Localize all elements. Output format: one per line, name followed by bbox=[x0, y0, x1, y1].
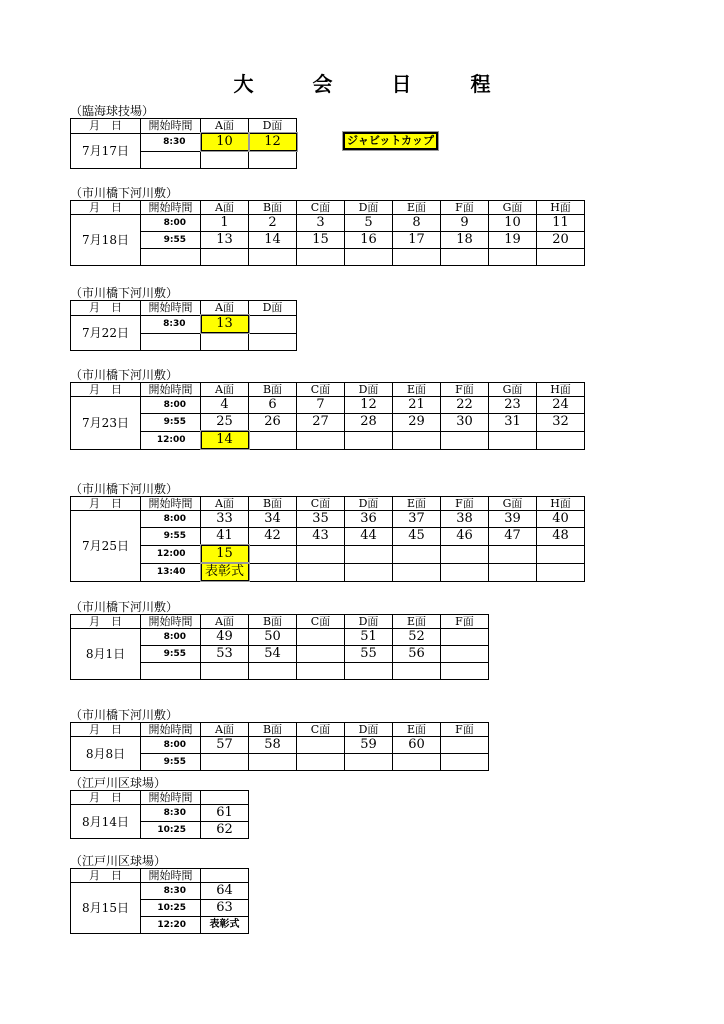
header-row bbox=[71, 615, 489, 629]
game-number-cell bbox=[297, 663, 345, 680]
game-number-cell: 58 bbox=[249, 737, 297, 754]
game-number-cell: 4 bbox=[201, 397, 249, 414]
table-row bbox=[71, 737, 489, 754]
date-cell: 7月25日 bbox=[71, 511, 141, 582]
court-header: G面 bbox=[489, 383, 537, 397]
title-char: 日 bbox=[391, 72, 412, 96]
day-section bbox=[70, 854, 249, 934]
court-header: B面 bbox=[249, 723, 297, 737]
court-header: D面 bbox=[345, 615, 393, 629]
game-number-cell bbox=[393, 563, 441, 581]
table-row bbox=[71, 215, 585, 232]
day-section bbox=[70, 286, 297, 351]
table-row bbox=[71, 315, 297, 333]
game-number-cell bbox=[249, 563, 297, 581]
game-number-cell bbox=[441, 563, 489, 581]
game-number-cell bbox=[297, 646, 345, 663]
game-number-cell: 41 bbox=[201, 528, 249, 546]
table-row bbox=[71, 545, 585, 563]
title-char: 会 bbox=[312, 72, 333, 96]
court-header: B面 bbox=[249, 201, 297, 215]
schedule-table bbox=[70, 868, 249, 934]
game-number-cell bbox=[297, 431, 345, 449]
game-number-cell: 15 bbox=[201, 545, 249, 563]
start-time-cell: 8:30 bbox=[141, 133, 201, 151]
court-header: D面 bbox=[249, 301, 297, 316]
table-row bbox=[71, 232, 585, 249]
start-time-header: 開始時間 bbox=[141, 869, 201, 883]
court-header: C面 bbox=[297, 723, 345, 737]
start-time-cell: 8:30 bbox=[141, 315, 201, 333]
court-header: F面 bbox=[441, 723, 489, 737]
game-number-cell bbox=[201, 663, 249, 680]
start-time-cell: 12:00 bbox=[141, 545, 201, 563]
start-time-cell: 8:00 bbox=[141, 737, 201, 754]
game-number-cell bbox=[441, 629, 489, 646]
court-header: D面 bbox=[345, 497, 393, 511]
schedule-table bbox=[70, 300, 297, 351]
table-row bbox=[71, 397, 585, 414]
court-header: E面 bbox=[393, 615, 441, 629]
game-number-cell: 1 bbox=[201, 215, 249, 232]
game-number-cell: 28 bbox=[345, 414, 393, 432]
game-number-cell: 42 bbox=[249, 528, 297, 546]
start-time-header: 開始時間 bbox=[141, 497, 201, 511]
month-day-header: 月 日 bbox=[71, 791, 141, 805]
table-row bbox=[71, 414, 585, 432]
court-header: G面 bbox=[489, 497, 537, 511]
game-number-cell: 13 bbox=[201, 315, 249, 333]
start-time-cell bbox=[141, 333, 201, 351]
game-number-cell: 40 bbox=[537, 511, 585, 528]
game-number-cell bbox=[297, 249, 345, 266]
game-number-cell: 2 bbox=[249, 215, 297, 232]
header-row bbox=[71, 383, 585, 397]
day-section bbox=[70, 600, 489, 680]
court-header: A面 bbox=[201, 201, 249, 215]
start-time-cell: 8:00 bbox=[141, 629, 201, 646]
game-number-cell bbox=[441, 646, 489, 663]
court-header: C面 bbox=[297, 201, 345, 215]
game-number-cell: 59 bbox=[345, 737, 393, 754]
game-number-cell: 13 bbox=[201, 232, 249, 249]
court-header: A面 bbox=[201, 119, 249, 134]
table-row bbox=[71, 528, 585, 546]
venue-label: （臨海球技場） bbox=[70, 104, 155, 118]
game-number-cell bbox=[297, 563, 345, 581]
game-number-cell: 12 bbox=[249, 133, 297, 151]
game-number-cell bbox=[441, 249, 489, 266]
game-number-cell bbox=[297, 629, 345, 646]
game-number-cell: 32 bbox=[537, 414, 585, 432]
header-row bbox=[71, 301, 297, 316]
month-day-header: 月 日 bbox=[71, 497, 141, 511]
court-header: H面 bbox=[537, 497, 585, 511]
schedule-table bbox=[70, 496, 585, 582]
table-row bbox=[71, 805, 249, 822]
game-number-cell: 44 bbox=[345, 528, 393, 546]
date-cell: 8月8日 bbox=[71, 737, 141, 771]
game-number-cell: 10 bbox=[489, 215, 537, 232]
start-time-cell: 12:20 bbox=[141, 917, 201, 934]
game-number-cell: 22 bbox=[441, 397, 489, 414]
game-number-cell bbox=[537, 431, 585, 449]
start-time-header: 開始時間 bbox=[141, 201, 201, 215]
game-number-cell: 46 bbox=[441, 528, 489, 546]
game-number-cell: 19 bbox=[489, 232, 537, 249]
game-number-cell bbox=[345, 754, 393, 771]
game-number-cell: 16 bbox=[345, 232, 393, 249]
court-header: B面 bbox=[249, 615, 297, 629]
game-number-cell bbox=[393, 663, 441, 680]
venue-label: （江戸川区球場） bbox=[70, 854, 167, 868]
game-number-cell bbox=[249, 431, 297, 449]
court-header: D面 bbox=[249, 119, 297, 134]
game-number-cell bbox=[441, 431, 489, 449]
game-number-cell bbox=[297, 737, 345, 754]
date-cell: 7月23日 bbox=[71, 397, 141, 450]
game-number-cell: 54 bbox=[249, 646, 297, 663]
start-time-cell: 8:00 bbox=[141, 511, 201, 528]
month-day-header: 月 日 bbox=[71, 869, 141, 883]
game-number-cell bbox=[489, 249, 537, 266]
game-number-cell: 23 bbox=[489, 397, 537, 414]
game-number-cell: 63 bbox=[201, 900, 249, 917]
game-number-cell: 26 bbox=[249, 414, 297, 432]
table-row bbox=[71, 249, 585, 266]
game-number-cell: 57 bbox=[201, 737, 249, 754]
game-number-cell: 3 bbox=[297, 215, 345, 232]
game-number-cell bbox=[393, 754, 441, 771]
court-header: C面 bbox=[297, 383, 345, 397]
court-header: E面 bbox=[393, 723, 441, 737]
court-header bbox=[201, 869, 249, 883]
court-header: C面 bbox=[297, 615, 345, 629]
court-header: F面 bbox=[441, 383, 489, 397]
schedule-table bbox=[70, 200, 585, 266]
court-header: A面 bbox=[201, 497, 249, 511]
game-number-cell bbox=[537, 545, 585, 563]
start-time-cell: 8:00 bbox=[141, 397, 201, 414]
court-header: E面 bbox=[393, 383, 441, 397]
date-cell: 8月1日 bbox=[71, 629, 141, 680]
title-char: 程 bbox=[470, 72, 491, 96]
header-row bbox=[71, 791, 249, 805]
start-time-cell: 10:25 bbox=[141, 900, 201, 917]
game-number-cell bbox=[489, 431, 537, 449]
start-time-header: 開始時間 bbox=[141, 791, 201, 805]
start-time-cell: 10:25 bbox=[141, 822, 201, 839]
header-row bbox=[71, 869, 249, 883]
month-day-header: 月 日 bbox=[71, 383, 141, 397]
header-row bbox=[71, 723, 489, 737]
game-number-cell: 38 bbox=[441, 511, 489, 528]
start-time-cell: 8:30 bbox=[141, 805, 201, 822]
month-day-header: 月 日 bbox=[71, 119, 141, 134]
start-time-cell: 13:40 bbox=[141, 563, 201, 581]
game-number-cell bbox=[249, 545, 297, 563]
game-number-cell: 33 bbox=[201, 511, 249, 528]
date-cell: 8月15日 bbox=[71, 883, 141, 934]
court-header bbox=[201, 791, 249, 805]
game-number-cell: 表彰式 bbox=[201, 563, 249, 581]
table-row bbox=[71, 133, 297, 151]
game-number-cell bbox=[489, 545, 537, 563]
court-header: A面 bbox=[201, 301, 249, 316]
game-number-cell: 53 bbox=[201, 646, 249, 663]
start-time-cell: 8:30 bbox=[141, 883, 201, 900]
javit-cup-badge: ジャビットカップ bbox=[343, 132, 438, 150]
venue-label: （江戸川区球場） bbox=[70, 776, 167, 790]
month-day-header: 月 日 bbox=[71, 301, 141, 316]
court-header: E面 bbox=[393, 497, 441, 511]
start-time-cell: 8:00 bbox=[141, 215, 201, 232]
game-number-cell: 7 bbox=[297, 397, 345, 414]
game-number-cell bbox=[297, 754, 345, 771]
start-time-cell: 9:55 bbox=[141, 754, 201, 771]
venue-label: （市川橋下河川敷） bbox=[70, 708, 179, 722]
court-header: B面 bbox=[249, 497, 297, 511]
day-section bbox=[70, 368, 585, 450]
court-header: G面 bbox=[489, 201, 537, 215]
game-number-cell: 55 bbox=[345, 646, 393, 663]
court-header: F面 bbox=[441, 497, 489, 511]
game-number-cell bbox=[393, 545, 441, 563]
day-section bbox=[70, 104, 298, 169]
court-header: A面 bbox=[201, 615, 249, 629]
game-number-cell: 30 bbox=[441, 414, 489, 432]
start-time-cell bbox=[141, 151, 201, 169]
schedule-table bbox=[70, 614, 489, 680]
venue-label: （市川橋下河川敷） bbox=[70, 600, 179, 614]
start-time-cell: 9:55 bbox=[141, 646, 201, 663]
court-header: E面 bbox=[393, 201, 441, 215]
start-time-cell: 9:55 bbox=[141, 232, 201, 249]
court-header: A面 bbox=[201, 723, 249, 737]
game-number-cell: 61 bbox=[201, 805, 249, 822]
month-day-header: 月 日 bbox=[71, 615, 141, 629]
table-row bbox=[71, 629, 489, 646]
game-number-cell: 50 bbox=[249, 629, 297, 646]
page-title bbox=[0, 68, 724, 97]
game-number-cell: 60 bbox=[393, 737, 441, 754]
game-number-cell: 56 bbox=[393, 646, 441, 663]
court-header: D面 bbox=[345, 383, 393, 397]
game-number-cell: 49 bbox=[201, 629, 249, 646]
game-number-cell bbox=[345, 249, 393, 266]
venue-label: （市川橋下河川敷） bbox=[70, 286, 179, 300]
game-number-cell: 37 bbox=[393, 511, 441, 528]
day-section bbox=[70, 482, 585, 582]
game-number-cell: 14 bbox=[249, 232, 297, 249]
game-number-cell: 45 bbox=[393, 528, 441, 546]
court-header: D面 bbox=[345, 201, 393, 215]
court-header: A面 bbox=[201, 383, 249, 397]
game-number-cell bbox=[201, 151, 249, 169]
game-number-cell bbox=[441, 663, 489, 680]
game-number-cell bbox=[201, 333, 249, 351]
game-number-cell: 18 bbox=[441, 232, 489, 249]
game-number-cell: 62 bbox=[201, 822, 249, 839]
game-number-cell: 43 bbox=[297, 528, 345, 546]
start-time-cell: 9:55 bbox=[141, 414, 201, 432]
game-number-cell: 31 bbox=[489, 414, 537, 432]
game-number-cell bbox=[249, 663, 297, 680]
game-number-cell: 35 bbox=[297, 511, 345, 528]
date-cell: 7月22日 bbox=[71, 315, 141, 351]
start-time-header: 開始時間 bbox=[141, 723, 201, 737]
game-number-cell bbox=[297, 545, 345, 563]
table-row bbox=[71, 511, 585, 528]
court-header: D面 bbox=[345, 723, 393, 737]
game-number-cell: 25 bbox=[201, 414, 249, 432]
game-number-cell bbox=[345, 545, 393, 563]
game-number-cell: 10 bbox=[201, 133, 249, 151]
game-number-cell: 24 bbox=[537, 397, 585, 414]
start-time-header: 開始時間 bbox=[141, 301, 201, 316]
game-number-cell bbox=[345, 563, 393, 581]
game-number-cell: 14 bbox=[201, 431, 249, 449]
start-time-cell bbox=[141, 663, 201, 680]
game-number-cell: 21 bbox=[393, 397, 441, 414]
start-time-cell: 12:00 bbox=[141, 431, 201, 449]
title-char: 大 bbox=[233, 72, 254, 96]
game-number-cell bbox=[249, 754, 297, 771]
game-number-cell: 表彰式 bbox=[201, 917, 249, 934]
game-number-cell: 48 bbox=[537, 528, 585, 546]
game-number-cell: 9 bbox=[441, 215, 489, 232]
game-number-cell bbox=[441, 545, 489, 563]
game-number-cell: 51 bbox=[345, 629, 393, 646]
schedule-table bbox=[70, 118, 298, 169]
game-number-cell: 27 bbox=[297, 414, 345, 432]
game-number-cell bbox=[201, 754, 249, 771]
table-row bbox=[71, 883, 249, 900]
start-time-cell: 9:55 bbox=[141, 528, 201, 546]
header-row bbox=[71, 201, 585, 215]
game-number-cell: 12 bbox=[345, 397, 393, 414]
day-section bbox=[70, 708, 489, 771]
game-number-cell bbox=[201, 249, 249, 266]
schedule-table bbox=[70, 722, 489, 771]
court-header: C面 bbox=[297, 497, 345, 511]
game-number-cell: 5 bbox=[345, 215, 393, 232]
game-number-cell bbox=[441, 754, 489, 771]
date-cell: 7月18日 bbox=[71, 215, 141, 266]
game-number-cell: 34 bbox=[249, 511, 297, 528]
game-number-cell bbox=[537, 249, 585, 266]
month-day-header: 月 日 bbox=[71, 201, 141, 215]
game-number-cell bbox=[249, 249, 297, 266]
game-number-cell: 17 bbox=[393, 232, 441, 249]
game-number-cell: 20 bbox=[537, 232, 585, 249]
court-header: F面 bbox=[441, 201, 489, 215]
venue-label: （市川橋下河川敷） bbox=[70, 482, 179, 496]
start-time-header: 開始時間 bbox=[141, 615, 201, 629]
game-number-cell bbox=[537, 563, 585, 581]
venue-label: （市川橋下河川敷） bbox=[70, 186, 179, 200]
table-row bbox=[71, 431, 585, 449]
game-number-cell bbox=[249, 333, 297, 351]
header-row bbox=[71, 497, 585, 511]
start-time-header: 開始時間 bbox=[141, 383, 201, 397]
date-cell: 8月14日 bbox=[71, 805, 141, 839]
date-cell: 7月17日 bbox=[71, 133, 141, 169]
game-number-cell: 29 bbox=[393, 414, 441, 432]
game-number-cell: 39 bbox=[489, 511, 537, 528]
game-number-cell bbox=[249, 315, 297, 333]
venue-label: （市川橋下河川敷） bbox=[70, 368, 179, 382]
game-number-cell bbox=[393, 249, 441, 266]
game-number-cell bbox=[249, 151, 297, 169]
game-number-cell: 8 bbox=[393, 215, 441, 232]
game-number-cell bbox=[345, 431, 393, 449]
court-header: H面 bbox=[537, 383, 585, 397]
schedule-table bbox=[70, 382, 585, 450]
court-header: F面 bbox=[441, 615, 489, 629]
start-time-header: 開始時間 bbox=[141, 119, 201, 134]
game-number-cell: 52 bbox=[393, 629, 441, 646]
game-number-cell bbox=[393, 431, 441, 449]
day-section bbox=[70, 186, 585, 266]
game-number-cell: 47 bbox=[489, 528, 537, 546]
game-number-cell bbox=[489, 563, 537, 581]
game-number-cell bbox=[441, 737, 489, 754]
court-header: B面 bbox=[249, 383, 297, 397]
game-number-cell: 11 bbox=[537, 215, 585, 232]
month-day-header: 月 日 bbox=[71, 723, 141, 737]
game-number-cell bbox=[345, 663, 393, 680]
game-number-cell: 6 bbox=[249, 397, 297, 414]
game-number-cell: 15 bbox=[297, 232, 345, 249]
day-section bbox=[70, 776, 249, 839]
game-number-cell: 64 bbox=[201, 883, 249, 900]
start-time-cell bbox=[141, 249, 201, 266]
table-row bbox=[71, 563, 585, 581]
header-row bbox=[71, 119, 297, 134]
schedule-table bbox=[70, 790, 249, 839]
court-header: H面 bbox=[537, 201, 585, 215]
game-number-cell: 36 bbox=[345, 511, 393, 528]
